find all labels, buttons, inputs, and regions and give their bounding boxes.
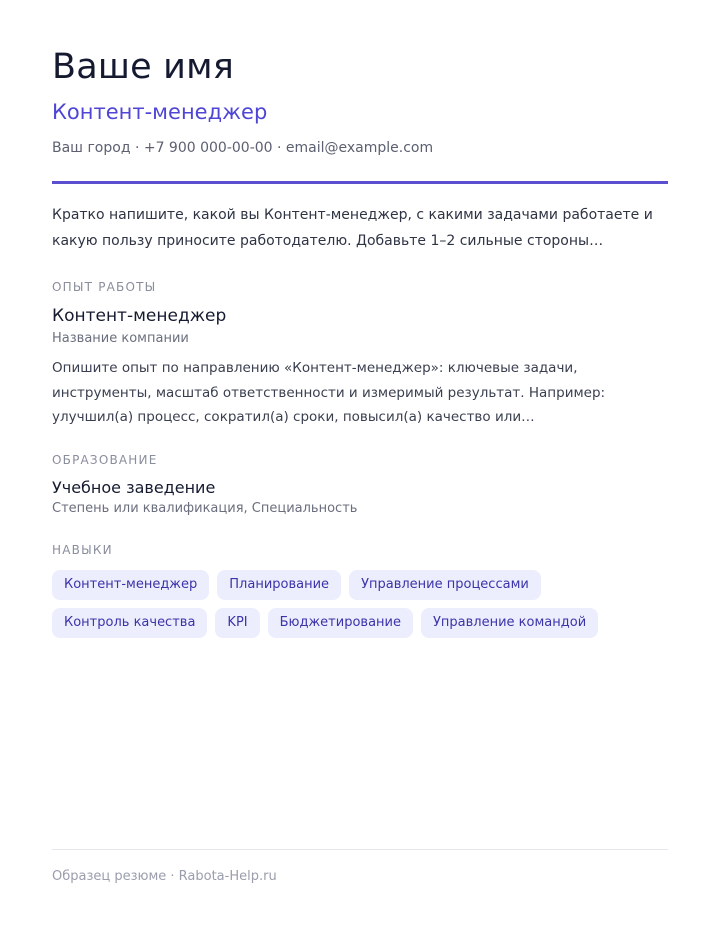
skill-chip: Бюджетирование — [268, 608, 413, 638]
skill-chip: Контент-менеджер — [52, 570, 209, 600]
resume-page — [52, 0, 668, 936]
skills-section-label: НАВЫКИ — [52, 543, 113, 557]
skill-chip: Управление процессами — [349, 570, 541, 600]
skills-list — [52, 570, 668, 638]
experience-section-label: ОПЫТ РАБОТЫ — [52, 280, 157, 294]
footer-text: Образец резюме · Rabota-Help.ru — [52, 869, 277, 884]
education-institution: Учебное заведение — [52, 478, 216, 497]
contact-line: Ваш город · +7 900 000-00-00 · email@example.com — [52, 140, 434, 156]
education-section-label: ОБРАЗОВАНИЕ — [52, 453, 158, 467]
summary-text: Кратко напишите, какой вы Контент-менеджер, с какими задачами работаете и какую пользу приносите работодателю. Добавьте 1–2 сильные стороны… — [52, 207, 653, 249]
footer-divider — [52, 849, 668, 850]
experience-company: Название компании — [52, 331, 189, 346]
experience-position: Контент-менеджер — [52, 306, 227, 326]
skill-chip: KPI — [215, 608, 259, 638]
skill-chip: Управление командой — [421, 608, 598, 638]
skill-chip: Планирование — [217, 570, 341, 600]
job-title-heading: Контент-менеджер — [52, 100, 268, 124]
header-divider — [52, 181, 668, 184]
candidate-name: Ваше имя — [52, 47, 234, 87]
education-degree: Степень или квалификация, Специальность — [52, 501, 358, 516]
skill-chip: Контроль качества — [52, 608, 207, 638]
experience-description: Опишите опыт по направлению «Контент-менеджер»: ключевые задачи, инструменты, масштаб ответственности и измеримый результат. Например: улучшил(а) процесс, сократил(а) сроки, повысил(а) качество или… — [52, 360, 606, 425]
